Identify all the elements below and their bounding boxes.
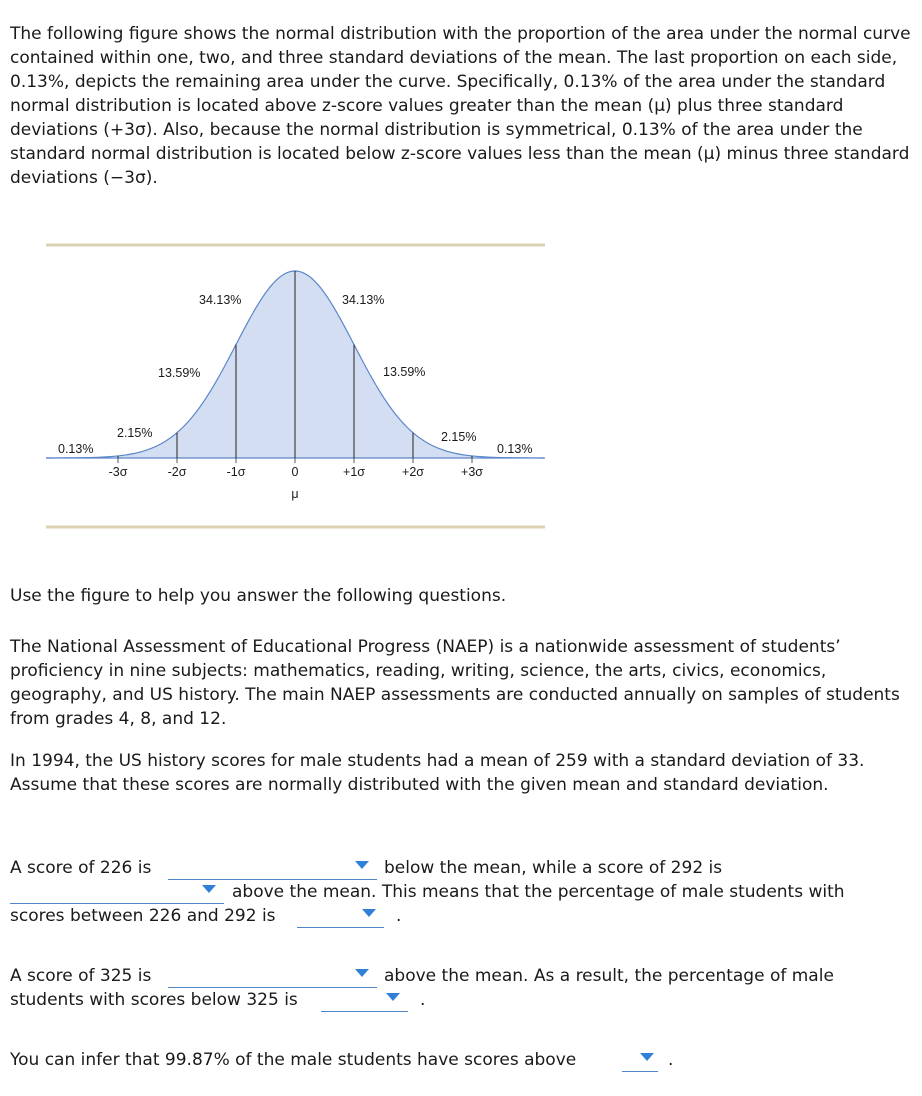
- q1-dropdown-292[interactable]: [10, 881, 224, 904]
- chevron-down-icon: [202, 885, 216, 893]
- tick-label-plus-2sd: +2σ: [402, 465, 424, 479]
- q3-text-1: You can infer that 99.87% of the male students have scores above: [10, 1050, 577, 1070]
- region-label-left-2sd: 13.59%: [158, 366, 201, 380]
- instruction-text: Use the figure to help you answer the following questions.: [10, 586, 507, 606]
- region-label-left-tail: 0.13%: [58, 442, 94, 456]
- scores-paragraph: In 1994, the US history scores for male students had a mean of 259 with a standard deviation of 33. Assume that these scores are normally distributed with the given mean and standard deviation.: [10, 751, 865, 795]
- q1-text-2: below the mean, while a score of 292 is: [384, 858, 723, 878]
- region-label-right-2sd: 13.59%: [383, 365, 426, 379]
- q1-end: .: [396, 906, 402, 926]
- intro-paragraph: The following figure shows the normal distribution with the proportion of the area under the normal curve contained within one, two, and three standard deviations of the mean. The last proportion on each side, 0.13%, depicts the remaining area under the curve. Specifically, 0.13% of the area under the standard normal distribution is located above z-score values greater than the mean (μ) plus three standard deviations (+3σ). Also, because the normal distribution is symmetrical, 0.13% of the area under the standard normal distribution is located below z-score values less than the mean (μ) minus three standard deviations (−3σ).: [10, 24, 911, 188]
- q3-dropdown-score[interactable]: [622, 1049, 658, 1072]
- q1-text-1: A score of 226 is: [10, 858, 152, 878]
- q1-text-4: scores between 226 and 292 is: [10, 906, 276, 926]
- tick-label-plus-1sd: +1σ: [343, 465, 365, 479]
- region-label-right-3sd: 2.15%: [441, 430, 477, 444]
- region-label-right-tail: 0.13%: [497, 442, 533, 456]
- chevron-down-icon: [640, 1053, 654, 1061]
- q2-text-1: A score of 325 is: [10, 966, 152, 986]
- tick-label-zero: 0: [291, 465, 299, 479]
- chevron-down-icon: [355, 969, 369, 977]
- q2-text-3: students with scores below 325 is: [10, 990, 298, 1010]
- region-label-left-3sd: 2.15%: [117, 426, 153, 440]
- q2-end: .: [420, 990, 426, 1010]
- tick-label-minus-3sd: -3σ: [108, 465, 128, 479]
- q3-end: .: [668, 1050, 674, 1070]
- region-label-right-1sd: 34.13%: [342, 293, 385, 307]
- tick-label-minus-2sd: -2σ: [167, 465, 187, 479]
- tick-marks: [118, 458, 472, 463]
- chevron-down-icon: [362, 909, 376, 917]
- mean-label: μ: [291, 487, 299, 501]
- normal-curve-svg: [0, 230, 560, 540]
- q2-dropdown-percentage[interactable]: [321, 989, 408, 1012]
- q2-dropdown-325[interactable]: [168, 965, 377, 988]
- q1-dropdown-226[interactable]: [168, 857, 377, 880]
- chevron-down-icon: [355, 861, 369, 869]
- tick-label-minus-1sd: -1σ: [226, 465, 246, 479]
- q1-text-3: above the mean. This means that the percentage of male students with: [232, 882, 845, 902]
- naep-paragraph: The National Assessment of Educational Progress (NAEP) is a nationwide assessment of students’ proficiency in nine subjects: mathematics, reading, writing, science, the arts, civics, economics, geography, and US history. The main NAEP assessments are conducted annually on samples of students from grades 4, 8, and 12.: [10, 637, 900, 729]
- q2-text-2: above the mean. As a result, the percentage of male: [384, 966, 834, 986]
- chevron-down-icon: [386, 993, 400, 1001]
- normal-distribution-figure: [0, 230, 560, 540]
- region-label-left-1sd: 34.13%: [199, 293, 242, 307]
- q1-dropdown-percentage[interactable]: [297, 905, 384, 928]
- tick-label-plus-3sd: +3σ: [461, 465, 483, 479]
